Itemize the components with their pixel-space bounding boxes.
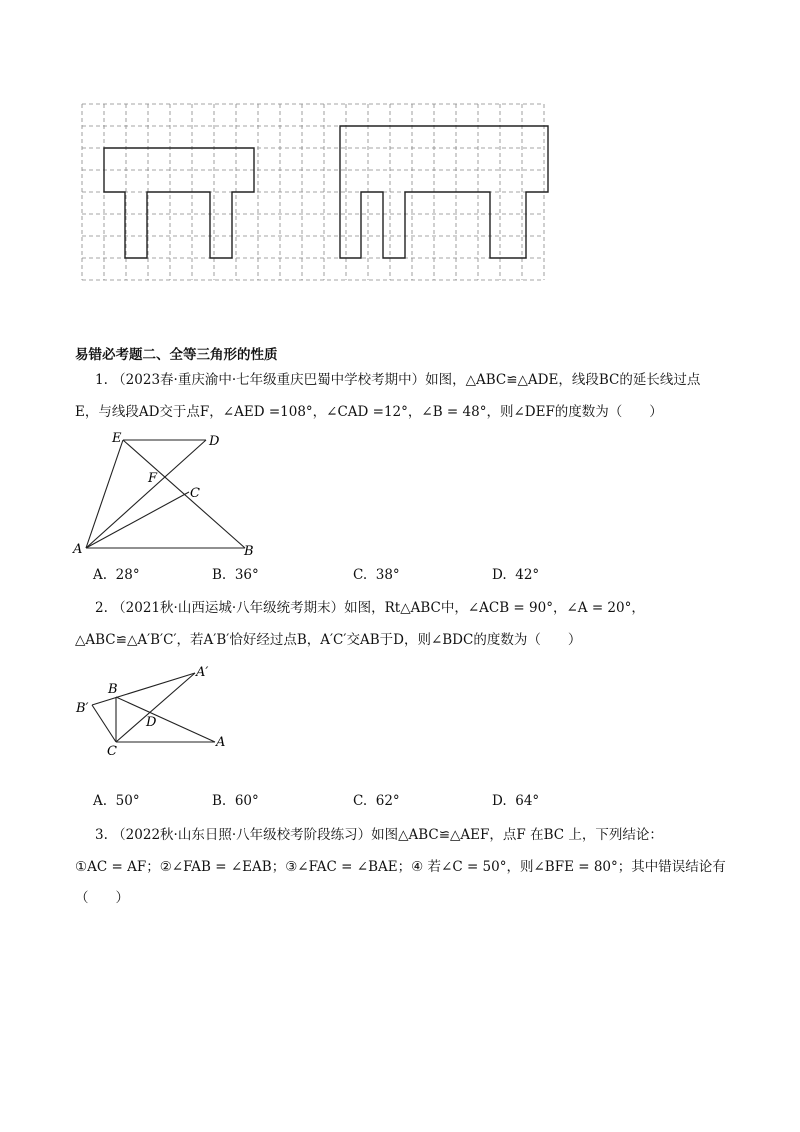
q1-option-a[interactable]: A. 28° [93,567,140,583]
q2-label-B: B [108,682,118,697]
q2-label-A: A [216,735,226,750]
q1-label-E: E [112,431,122,446]
q1-label-D: D [209,434,220,449]
q3-text-line2: ①AC = AF；②∠FAB = ∠EAB；③∠FAC = ∠BAE；④ 若∠C = 50°，则∠BFE = 80°；其中错误结论有 [75,859,726,875]
q1-text-line1: 1. （2023春·重庆渝中·七年级重庆巴蜀中学校考期中）如图，△ABC≌△ADE，线段BC的延长线过点 [95,372,701,388]
q1-label-F: F [148,471,158,486]
q2-figure [72,660,242,760]
q1-option-c[interactable]: C. 38° [353,567,400,583]
q2-label-A1: A′ [196,665,209,680]
q1-label-B: B [244,544,254,559]
q2-option-c[interactable]: C. 62° [353,793,400,809]
q1-option-d[interactable]: D. 42° [492,567,540,583]
q2-option-a[interactable]: A. 50° [93,793,140,809]
q2-text-line1: 2. （2021秋·山西运城·八年级统考期末）如图，Rt△ABC中，∠ACB = 90°，∠A = 20°， [95,600,645,616]
q2-option-b[interactable]: B. 60° [212,793,259,809]
q1-figure [70,430,270,560]
left-shape [104,148,254,258]
q3-text-line3: （ ） [75,890,129,906]
q2-option-d[interactable]: D. 64° [492,793,540,809]
section-heading: 易错必考题二、全等三角形的性质 [75,347,278,363]
q2-label-C: C [107,744,117,759]
q3-text-line1: 3. （2022秋·山东日照·八年级校考阶段练习）如图△ABC≌△AEF，点F 在BC 上，下列结论： [95,827,663,843]
q1-label-C: C [190,486,200,501]
q2-text-line2: △ABC≌△A′B′C′，若A′B′恰好经过点B，A′C′交AB于D，则∠BDC的度数为（ ） [75,632,582,648]
q1-text-line2: E，与线段AD交于点F，∠AED =108°，∠CAD =12°，∠B = 48°，则∠DEF的度数为（ ） [75,404,663,420]
q1-label-A: A [73,542,83,557]
q2-label-D: D [146,715,157,730]
q2-label-B1: B′ [76,701,89,716]
grid-figure [78,100,564,285]
q1-option-b[interactable]: B. 36° [212,567,259,583]
